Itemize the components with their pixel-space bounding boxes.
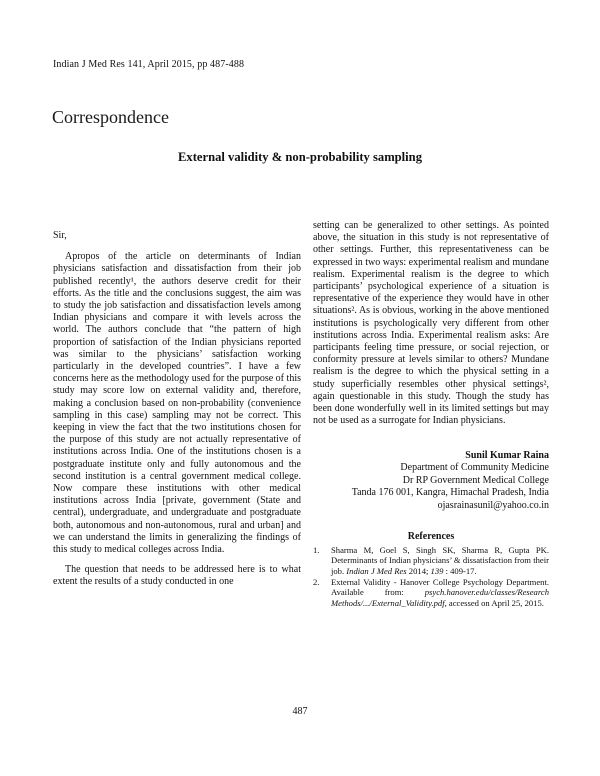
article-title: External validity & non-probability sampling bbox=[178, 150, 422, 164]
paragraph-1: Apropos of the article on determinants of Indian physicians satisfaction and dissatisfaction from their job published recently¹, the authors deserve credit for their efforts. As the title and the conclusions suggest, the aim was to study the job satisfaction and dissatisfaction levels among Indian physicians and compare it with levels across the world. The authors conclude that “the pattern of high proportion of satisfaction of the Indian physicians reported was similar to the physicians’ satisfaction working particularly in the developed countries”. I have a few concerns here as the methodology used for the purpose of this study may score low on external validity and, therefore, making a conclusion based on non-probability (convenience sampling in this case) sampling may not be correct. This keeping in view the fact that the two institutions chosen for the purpose of this study are not actually representative of institutions across India. One of the institutions chosen is a postgraduate institute only and fully autonomous and the second institution is a central government medical college. Now compare these institutions with other medical institutions across India [private, government (State and central), undergraduate, and undergraduate and postgraduate both, autonomous and non-autonomous, rural and urban] and we can understand the limits in generalizing the findings of this study to medical colleges across India. bbox=[53, 251, 301, 556]
page-number: 487 bbox=[292, 706, 308, 717]
reference-pages: : 409-17. bbox=[443, 565, 477, 576]
author-address: Tanda 176 001, Kangra, Himachal Pradesh, India bbox=[351, 487, 549, 499]
author-college: Dr RP Government Medical College bbox=[402, 474, 549, 486]
references-heading: References bbox=[407, 531, 455, 542]
reference-number: 1. bbox=[313, 545, 320, 555]
reference-volume: 139 bbox=[430, 565, 444, 576]
reference-item bbox=[313, 577, 549, 608]
section-heading: Correspondence bbox=[52, 107, 169, 127]
author-name: Sunil Kumar Raina bbox=[465, 450, 549, 461]
salutation: Sir, bbox=[53, 230, 67, 241]
left-column bbox=[53, 230, 301, 589]
paragraph-3: setting can be generalized to other settings. As pointed above, the situation in this study is not representative of other settings. Further, this representativeness can be expressed in two ways: experimental realism and mundane realism. Experimental realism is the degree to which participants’ psychological experience of a situation is representative of the experience they would have in other situations². As is obvious, working in the above mentioned institutions is psychologically very different from other institutions across India. Experimental realism asks: Are participants feeling time pressure, or social rejection, or conformity pressure at levels similar to others? Mundane realism is the degree to which the physical setting in a study superficially resembles other physical settings², again questionable in this study. Though the study has been done wonderfully well in its limited settings but may not be used as a surrogate for Indian physicians. bbox=[313, 220, 549, 427]
reference-journal: Indian J Med Res bbox=[346, 565, 407, 576]
reference-year: 2014; bbox=[406, 565, 431, 576]
reference-text: External Validity - Hanover College Psychology Department. Available from: bbox=[331, 577, 549, 598]
reference-text: Sharma M, Goel S, Singh SK, Sharma R, Gupta PK. Determinants of Indian physicians’ & dissatisfaction from their job. bbox=[331, 545, 549, 576]
reference-item bbox=[313, 545, 549, 576]
reference-accessed: , accessed on April 25, 2015. bbox=[444, 597, 544, 608]
author-department: Department of Community Medicine bbox=[400, 462, 549, 474]
author-email[interactable]: ojasrainasunil@yahoo.co.in bbox=[437, 499, 549, 511]
reference-number: 2. bbox=[313, 577, 320, 587]
author-block bbox=[300, 450, 549, 512]
reference-url[interactable]: psych.hanover.edu/classes/Research Methods/.../External_Validity.pdf bbox=[331, 587, 549, 608]
right-column bbox=[313, 220, 549, 427]
paragraph-2: The question that needs to be addressed here is to what extent the results of a study conducted in one bbox=[53, 564, 301, 588]
journal-citation: Indian J Med Res 141, April 2015, pp 487-488 bbox=[53, 59, 245, 70]
